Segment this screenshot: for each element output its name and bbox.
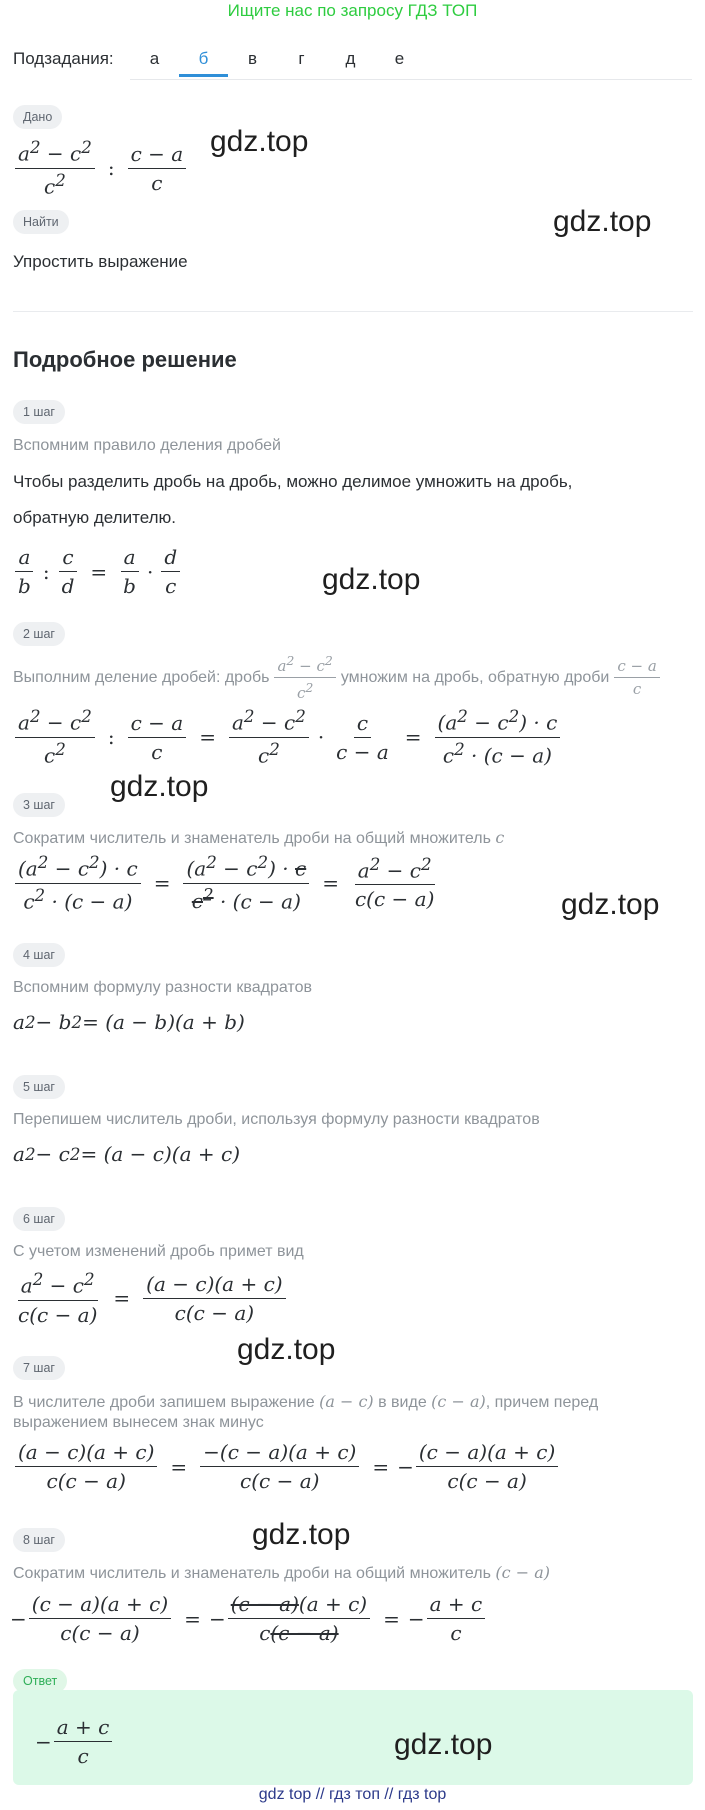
step-2-hint-a: Выполним деление дробей: дробь	[13, 668, 270, 686]
subtasks-label: Подзадания:	[13, 49, 114, 68]
tab-b[interactable]: б	[179, 44, 228, 77]
step-6-formula: $\frac{a^2 - c^2}{c(c - a)}$ = $\frac{(a - c)(a + c)}{c(c - a)}$	[10, 1270, 291, 1327]
step-6-hint: С учетом изменений дробь примет вид	[13, 1243, 304, 1260]
step-8-formula: − $\frac{(c - a)(a + c)}{c(c - a)}$ = − $\frac{(c - a)(a + c)}{c(c - a)}$ = − $\frac{a + c}{c}$	[10, 1592, 490, 1645]
step-2-hint	[13, 653, 703, 702]
step-2-hint-fraction-1: $\frac{a^2 - c^2}{c^2}$	[269, 653, 340, 702]
step-1-hint: Вспомним правило деления дробей	[13, 437, 281, 454]
section-divider	[13, 311, 693, 312]
given-expression: $\frac{a^2 - c^2}{c^2}$ : $\frac{c - a}{c}$	[10, 138, 191, 198]
step-7-formula: $\frac{(a - c)(a + c)}{c(c - a)}$ = $\frac{-(c - a)(a + c)}{c(c - a)}$ = − $\frac{(c - a)(a + c)}{c(c - a)}$	[10, 1440, 563, 1493]
step-7-hint-a: В числителе дроби запишем выражение	[13, 1394, 315, 1411]
step-8-hint: Сократим числитель и знаменатель дроби на общий множитель	[13, 1565, 491, 1582]
tab-v[interactable]: в	[247, 49, 258, 68]
step-7-hint-line-1	[13, 1392, 598, 1412]
find-text: Упростить выражение	[13, 252, 188, 271]
step-3-hint-line	[13, 828, 504, 848]
step-1-formula: $\frac{a}{b}$ : $\frac{c}{d}$ = $\frac{a}{b}$ · $\frac{d}{c}$	[10, 545, 185, 598]
search-banner[interactable]: Ищите нас по запросу ГДЗ ТОП	[227, 1, 478, 20]
step-7-expr-2: (c − a)	[431, 1392, 486, 1411]
step-7-hint-d: выражением вынесем знак минус	[13, 1414, 264, 1431]
answer-formula: − $\frac{a + c}{c}$	[35, 1715, 117, 1768]
step-1-text-1: Чтобы разделить дробь на дробь, можно делимое умножить на дробь,	[13, 472, 573, 491]
step-5-formula: a 2 − c 2 = (a − c)(a + c)	[13, 1142, 241, 1166]
step-7-expr-1: (a − c)	[319, 1392, 374, 1411]
step-5-pill: 5 шаг	[13, 1075, 65, 1099]
step-7-hint-b: в виде	[378, 1394, 427, 1411]
step-7-hint-c: , причем перед	[485, 1394, 599, 1411]
step-4-formula: a 2 − b 2 = (a − b)(a + b)	[13, 1010, 245, 1034]
tab-a[interactable]: а	[149, 49, 160, 68]
answer-pill: Ответ	[13, 1669, 67, 1693]
step-2-formula: $\frac{a^2 - c^2}{c^2}$ : $\frac{c - a}{c}$ = $\frac{a^2 - c^2}{c^2}$ · $\frac{c}{c - a}$ = $\frac{(a^2 - c^2) \cdot c}{c^2 \cdot (c - a)}$	[10, 707, 565, 767]
tab-g[interactable]: г	[298, 49, 305, 68]
find-pill: Найти	[13, 210, 69, 234]
step-3-factor: c	[495, 828, 505, 847]
watermark: gdz.top	[394, 1728, 493, 1761]
step-5-hint: Перепишем числитель дроби, используя формулу разности квадратов	[13, 1111, 540, 1128]
watermark: gdz.top	[210, 125, 309, 158]
watermark: gdz.top	[561, 888, 660, 921]
solution-title: Подробное решение	[13, 347, 237, 372]
step-1-text-2: обратную делителю.	[13, 508, 176, 527]
step-1-pill: 1 шаг	[13, 400, 65, 424]
tab-e[interactable]: е	[394, 49, 405, 68]
step-2-pill: 2 шаг	[13, 622, 65, 646]
tabs-divider	[130, 79, 692, 80]
step-3-formula: $\frac{(a^2 - c^2) \cdot c}{c^2 \cdot (c - a)}$ = $\frac{(a^2 - c^2) \cdot c}{c^2 \cdot (c - a)}$ = $\frac{a^2 - c^2}{c(c - a)}$	[10, 853, 442, 913]
step-8-pill: 8 шаг	[13, 1528, 65, 1552]
watermark: gdz.top	[237, 1333, 336, 1366]
watermark: gdz.top	[322, 563, 421, 596]
watermark: gdz.top	[553, 205, 652, 238]
step-8-factor: (c − a)	[495, 1563, 550, 1582]
footer-links[interactable]: gdz top // гдз топ // гдз top	[258, 1786, 447, 1803]
step-6-pill: 6 шаг	[13, 1207, 65, 1231]
step-7-pill: 7 шаг	[13, 1356, 65, 1380]
step-8-hint-line	[13, 1563, 550, 1583]
step-3-hint: Сократим числитель и знаменатель дроби на общий множитель	[13, 830, 491, 847]
step-4-pill: 4 шаг	[13, 943, 65, 967]
step-4-hint: Вспомним формулу разности квадратов	[13, 979, 312, 996]
tab-d[interactable]: д	[345, 49, 356, 68]
watermark: gdz.top	[252, 1518, 351, 1551]
subtask-tabs	[130, 44, 424, 77]
step-2-hint-b: умножим на дробь, обратную дроби	[340, 668, 610, 686]
watermark: gdz.top	[110, 770, 209, 803]
step-2-hint-fraction-2: $\frac{c - a}{c}$	[609, 657, 664, 698]
step-3-pill: 3 шаг	[13, 793, 65, 817]
given-pill: Дано	[13, 105, 62, 129]
